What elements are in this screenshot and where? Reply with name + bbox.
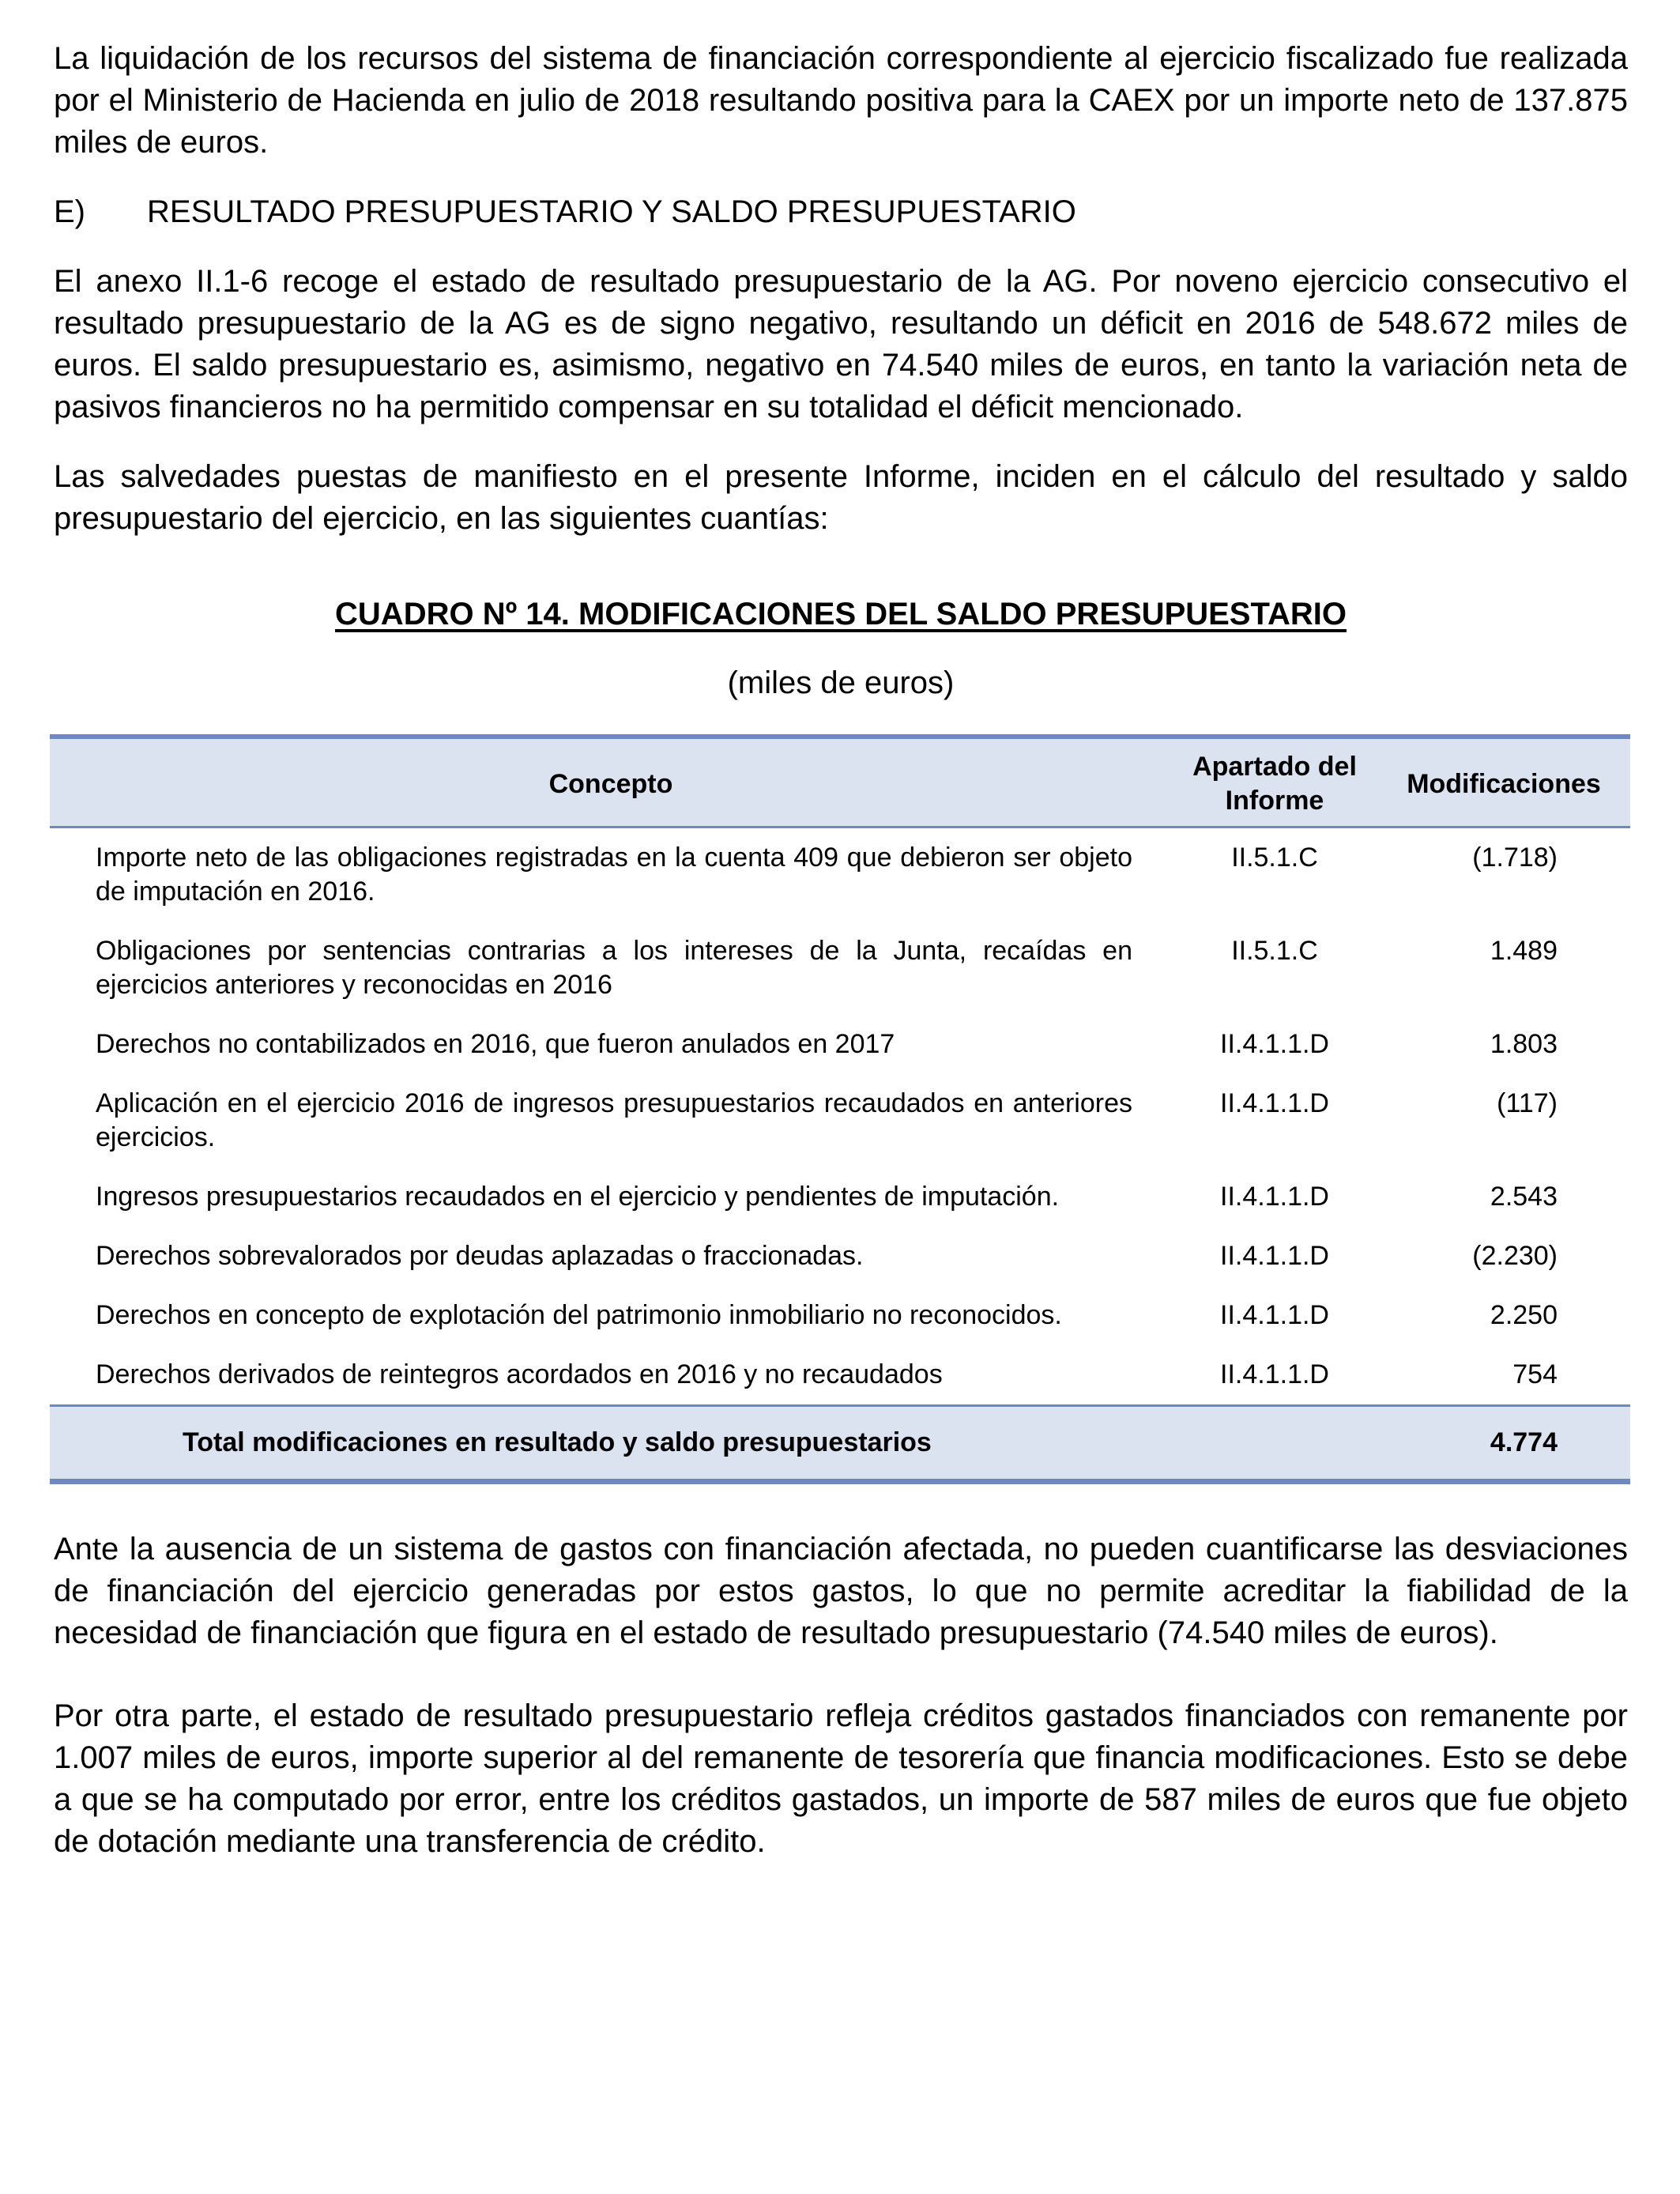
header-modificaciones: Modificaciones [1377, 737, 1630, 827]
paragraph-salvedades: Las salvedades puestas de manifiesto en el presente Informe, inciden en el cálculo del resultado y saldo presupuestario del ejercicio, en las siguientes cuantías: [54, 459, 1628, 536]
table-total-row [50, 1406, 1630, 1482]
paragraph-resultado: El anexo II.1-6 recoge el estado de resultado presupuestario de la AG. Por noveno ejercicio consecutivo el resultado presupuestario de la AG es de signo negativo, resultando un déficit en 2016 de 548.672 miles de euros. El saldo presupuestario es, asimismo, negativo en 74.540 miles de euros, en tanto la variación neta de pasivos financieros no ha permitido compensar en su totalidad el déficit mencionado. [54, 264, 1628, 424]
table-row [50, 827, 1630, 922]
cell-concepto: Importe neto de las obligaciones registradas en la cuenta 409 que debieron ser objeto de imputación en 2016. [96, 843, 1132, 907]
table-row [50, 1167, 1630, 1227]
cell-modificacion: 754 [1512, 1359, 1558, 1389]
table-row [50, 1074, 1630, 1167]
cell-modificacion: (1.718) [1472, 843, 1558, 873]
table-row [50, 1015, 1630, 1074]
cell-apartado: II.4.1.1.D [1220, 1029, 1329, 1059]
cell-apartado: II.4.1.1.D [1220, 1359, 1329, 1389]
header-apartado: Apartado del Informe [1172, 737, 1377, 827]
document-page [54, 38, 1628, 1863]
cell-modificacion: 2.543 [1490, 1182, 1558, 1212]
section-title: RESULTADO PRESUPUESTARIO Y SALDO PRESUPUESTARIO [147, 194, 1076, 229]
paragraph-remanente: Por otra parte, el estado de resultado presupuestario refleja créditos gastados financiados con remanente por 1.007 miles de euros, importe superior al del remanente de tesorería que financia modificaciones. Esto se debe a que se ha computado por error, entre los créditos gastados, un importe de 587 miles de euros que fue objeto de dotación mediante una transferencia de crédito. [54, 1698, 1628, 1859]
cell-apartado: II.4.1.1.D [1220, 1241, 1329, 1271]
cell-modificacion: (2.230) [1472, 1241, 1558, 1271]
cell-concepto: Derechos no contabilizados en 2016, que fueron anulados en 2017 [96, 1029, 895, 1059]
cell-apartado: II.4.1.1.D [1220, 1300, 1329, 1330]
table-title [54, 594, 1628, 635]
table-row [50, 1345, 1630, 1406]
cell-concepto: Ingresos presupuestarios recaudados en el ejercicio y pendientes de imputación. [96, 1182, 1060, 1212]
total-value: 4.774 [1377, 1406, 1630, 1482]
cell-apartado: II.5.1.C [1231, 936, 1318, 966]
cell-apartado: II.4.1.1.D [1220, 1182, 1329, 1212]
cell-apartado: II.5.1.C [1231, 843, 1318, 873]
table-row [50, 1227, 1630, 1286]
paragraph-liquidacion: La liquidación de los recursos del sistema de financiación correspondiente al ejercicio fiscalizado fue realizada por el Ministerio de Hacienda en julio de 2018 resultando positiva para la CAEX por un importe neto de 137.875 miles de euros. [54, 41, 1628, 160]
cell-concepto: Derechos en concepto de explotación del patrimonio inmobiliario no reconocidos. [96, 1300, 1062, 1330]
total-label: Total modificaciones en resultado y saldo presupuestarios [50, 1406, 1377, 1482]
table-title-text: CUADRO Nº 14. MODIFICACIONES DEL SALDO PRESUPUESTARIO [335, 597, 1347, 631]
cell-concepto: Obligaciones por sentencias contrarias a los intereses de la Junta, recaídas en ejercicios anteriores y reconocidas en 2016 [96, 936, 1132, 1000]
section-heading [54, 191, 1628, 233]
table-header-row [50, 737, 1630, 827]
table-body [50, 827, 1630, 1406]
table-units: (miles de euros) [727, 665, 955, 700]
cell-concepto: Derechos derivados de reintegros acordados en 2016 y no recaudados [96, 1359, 943, 1389]
paragraph-ausencia: Ante la ausencia de un sistema de gastos con financiación afectada, no pueden cuantificarse las desviaciones de financiación del ejercicio generadas por estos gastos, lo que no permite acreditar la fiabilidad de la necesidad de financiación que figura en el estado de resultado presupuestario (74.540 miles de euros). [54, 1532, 1628, 1650]
cell-modificacion: (117) [1497, 1088, 1558, 1118]
header-concepto: Concepto [50, 737, 1172, 827]
modificaciones-table [50, 734, 1630, 1484]
cell-modificacion: 1.489 [1490, 936, 1558, 966]
table-row [50, 922, 1630, 1015]
cell-concepto: Aplicación en el ejercicio 2016 de ingresos presupuestarios recaudados en anteriores ejercicios. [96, 1088, 1132, 1152]
section-letter: E) [54, 194, 85, 229]
cell-modificacion: 2.250 [1490, 1300, 1558, 1330]
table-row [50, 1286, 1630, 1345]
cell-apartado: II.4.1.1.D [1220, 1088, 1329, 1118]
cell-modificacion: 1.803 [1490, 1029, 1558, 1059]
cell-concepto: Derechos sobrevalorados por deudas aplazadas o fraccionadas. [96, 1241, 864, 1271]
